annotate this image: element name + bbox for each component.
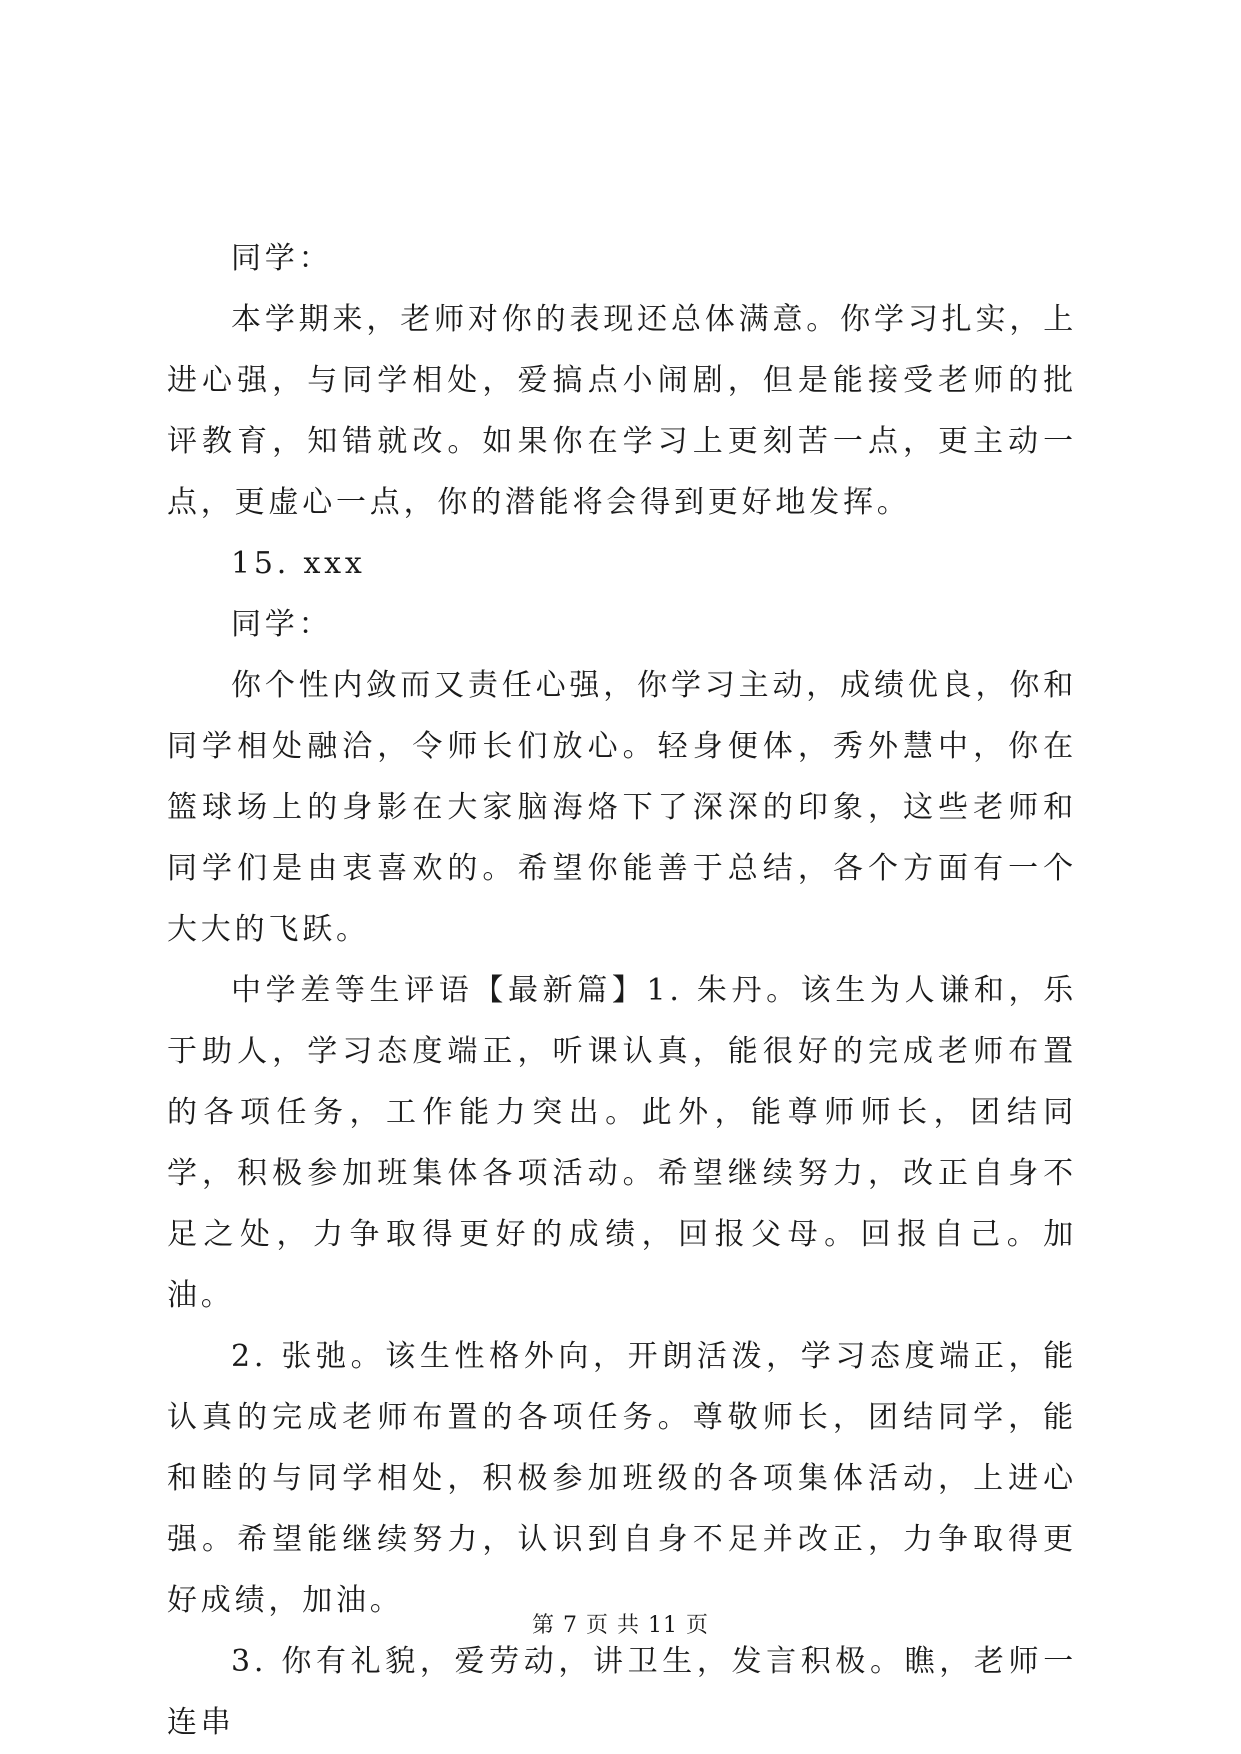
page-footer: 第 7 页 共 11 页 (532, 1613, 709, 1638)
paragraph-comment-3: 2. 张弛。该生性格外向，开朗活泼，学习态度端正，能认真的完成老师布置的各项任务。尊敬师长，团结同学，能和睦的与同学相处，积极参加班级的各项集体活动，上进心强。希望能继续努力，认识到自身不足并改正，力争取得更好成绩，加油。 (167, 1339, 1077, 1618)
paragraph-student-number: 15. xxx (231, 546, 366, 581)
document-body (167, 228, 1077, 1753)
paragraph-section-heading-comment: 中学差等生评语【最新篇】1. 朱丹。该生为人谦和，乐于助人，学习态度端正，听课认真，能很好的完成老师布置的各项任务，工作能力突出。此外，能尊师师长，团结同学，积极参加班集体各项活动。希望继续努力，改正自身不足之处，力争取得更好的成绩，回报父母。回报自己。加油。 (167, 973, 1077, 1313)
paragraph-comment-4: 3. 你有礼貌，爱劳动，讲卫生，发言积极。瞧，老师一连串 (167, 1644, 1077, 1740)
paragraph-comment-1: 本学期来，老师对你的表现还总体满意。你学习扎实，上进心强，与同学相处，爱搞点小闹剧，但是能接受老师的批评教育，知错就改。如果你在学习上更刻苦一点，更主动一点，更虚心一点，你的潜能将会得到更好地发挥。 (167, 302, 1077, 520)
paragraph-greeting-2: 同学： (231, 607, 333, 642)
paragraph-greeting-1: 同学： (231, 241, 333, 276)
paragraph-comment-2: 你个性内敛而又责任心强，你学习主动，成绩优良，你和同学相处融洽，令师长们放心。轻身便体，秀外慧中，你在篮球场上的身影在大家脑海烙下了深深的印象，这些老师和同学们是由衷喜欢的。希望你能善于总结，各个方面有一个大大的飞跃。 (167, 668, 1077, 947)
